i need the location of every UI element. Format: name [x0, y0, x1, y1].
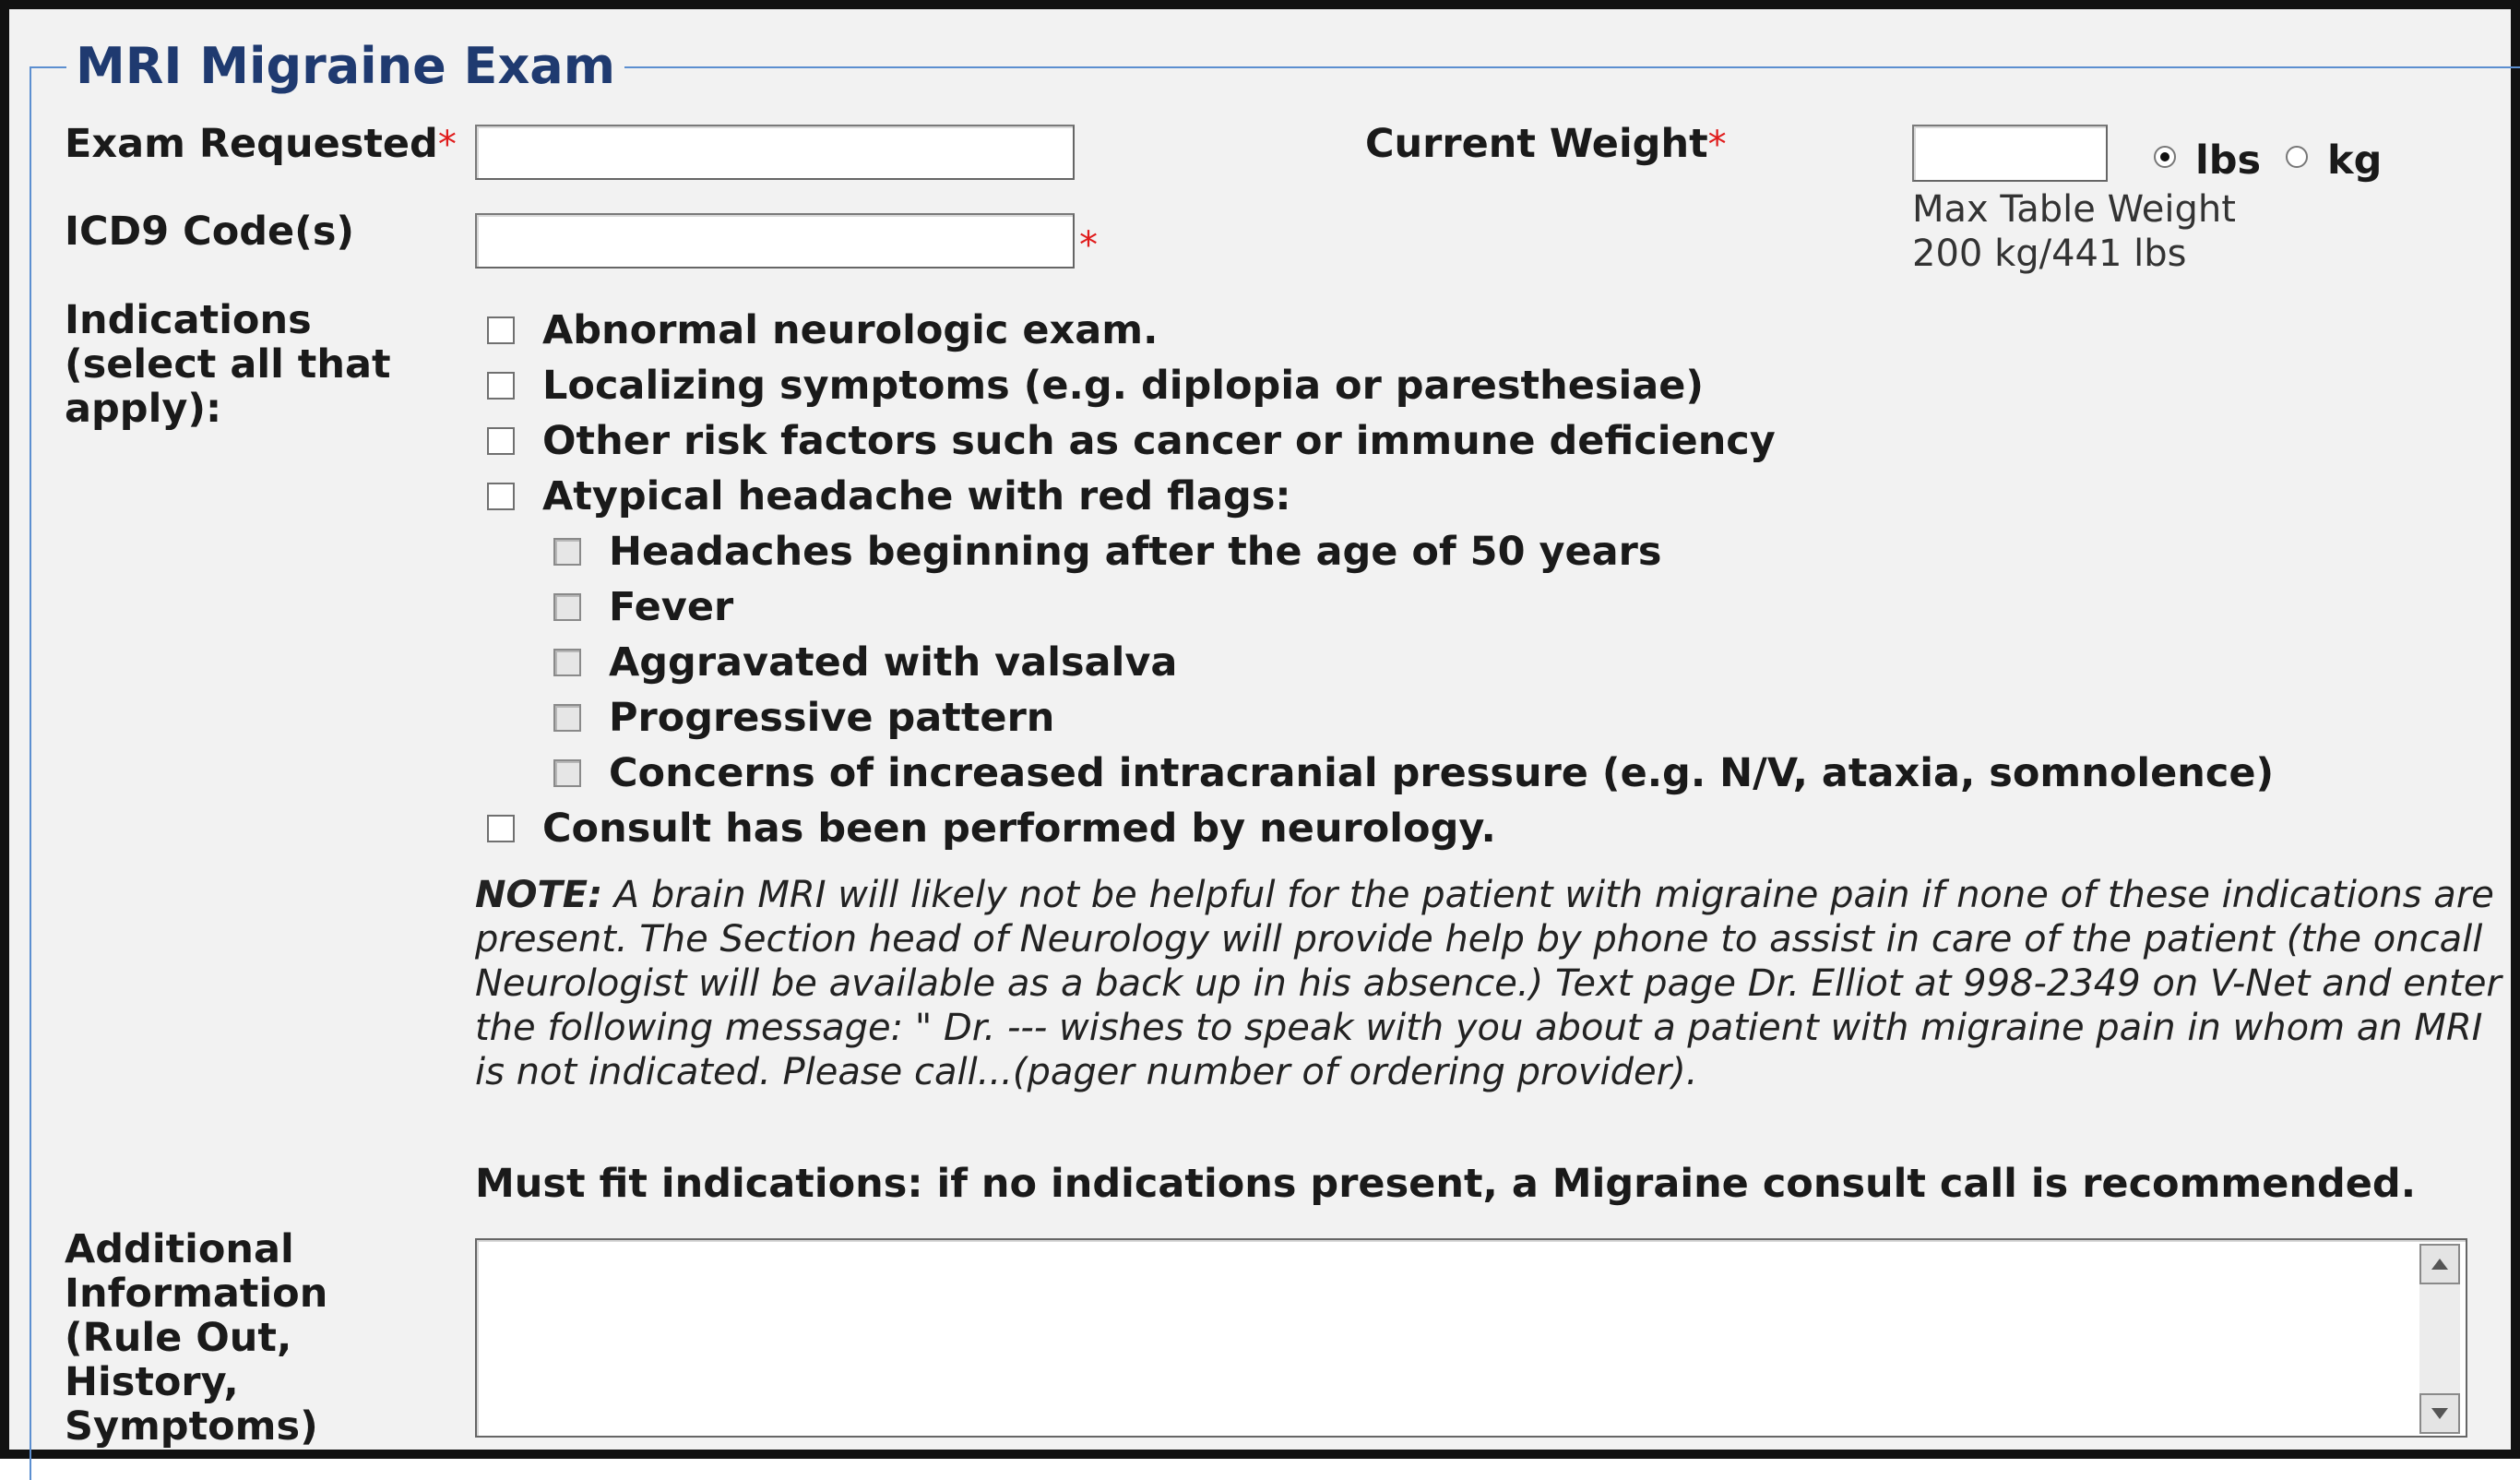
- red-flag-label: Fever: [609, 584, 734, 630]
- note-prefix: NOTE:: [475, 874, 603, 916]
- max-table-weight-label: Max Table Weight: [1912, 188, 2236, 231]
- red-flag-option-progressive[interactable]: [553, 694, 1054, 742]
- red-flag-checkbox[interactable]: [553, 704, 581, 732]
- exam-requested-input[interactable]: [475, 125, 1075, 180]
- additional-info-label-line-5: Symptoms): [65, 1403, 318, 1450]
- icd9-label: ICD9 Code(s): [65, 209, 355, 255]
- radio-selected-dot: [2160, 152, 2169, 161]
- red-flag-option-valsalva[interactable]: [553, 639, 1177, 686]
- red-flag-checkbox[interactable]: [553, 649, 581, 676]
- max-table-weight-value: 200 kg/441 lbs: [1912, 233, 2187, 275]
- must-fit-notice: Must fit indications: if no indications present, a Migraine consult call is recommended.: [475, 1161, 2417, 1207]
- indication-option-neurology-consult[interactable]: [487, 805, 1496, 853]
- indication-label: Localizing symptoms (e.g. diplopia or paresthesiae): [542, 363, 1705, 409]
- indications-label-line-1: Indications: [65, 297, 312, 343]
- scroll-up-button[interactable]: [2419, 1244, 2460, 1284]
- unit-radio-kg[interactable]: [2286, 146, 2308, 168]
- indications-label-line-2: (select all that: [65, 341, 391, 388]
- indication-checkbox[interactable]: [487, 427, 515, 455]
- unit-radio-lbs[interactable]: [2154, 146, 2176, 168]
- required-marker: *: [1707, 124, 1727, 166]
- indication-label: Consult has been performed by neurology.: [542, 806, 1496, 852]
- note-body: A brain MRI will likely not be helpful for the patient with migraine pain if none of these indications are present. The Section head of Neurology will provide help by phone to assist in care of the patient (the oncall Neurologist will be available as a back up in his absence.) Text page Dr. Elliot at 998-2349 on V-Net and enter the following message: " Dr. --- wishes to speak with you about a patient with migraine pain in whom an MRI is not indicated. Please call...(pager number of ordering provider).: [475, 874, 2502, 1093]
- indication-option-abnormal-exam[interactable]: [487, 306, 1158, 354]
- red-flag-option-fever[interactable]: [553, 583, 733, 631]
- unit-label-kg: kg: [2327, 137, 2383, 184]
- required-marker: *: [437, 124, 457, 166]
- icd9-input[interactable]: [475, 213, 1075, 269]
- indication-label: Abnormal neurologic exam.: [542, 307, 1159, 353]
- arrow-up-icon: [2431, 1259, 2448, 1270]
- form-title: MRI Migraine Exam: [66, 35, 624, 98]
- exam-requested-label-text: Exam Requested: [65, 121, 438, 167]
- red-flag-checkbox[interactable]: [553, 538, 581, 566]
- note-text: [475, 873, 2514, 1094]
- indication-option-atypical-headache[interactable]: [487, 472, 1291, 520]
- red-flag-label: Headaches beginning after the age of 50 years: [609, 529, 1662, 575]
- additional-info-textarea[interactable]: [475, 1238, 2467, 1438]
- unit-label-lbs: lbs: [2195, 137, 2262, 184]
- indication-option-risk-factors[interactable]: [487, 417, 1776, 465]
- exam-requested-label: [65, 122, 457, 167]
- red-flag-option-intracranial-pressure[interactable]: [553, 749, 2274, 797]
- additional-info-label-line-4: History,: [65, 1359, 239, 1405]
- current-weight-input[interactable]: [1912, 125, 2108, 182]
- indication-checkbox[interactable]: [487, 316, 515, 344]
- indication-label: Other risk factors such as cancer or immune deficiency: [542, 418, 1776, 464]
- textarea-scrollbar[interactable]: [2419, 1244, 2460, 1434]
- additional-info-label-line-2: Information: [65, 1271, 328, 1317]
- red-flag-checkbox[interactable]: [553, 593, 581, 621]
- red-flag-option-age-50[interactable]: [553, 528, 1661, 576]
- red-flag-label: Concerns of increased intracranial pressure (e.g. N/V, ataxia, somnolence): [609, 750, 2275, 796]
- indication-checkbox[interactable]: [487, 815, 515, 842]
- indication-checkbox[interactable]: [487, 483, 515, 510]
- additional-info-label-line-3: (Rule Out,: [65, 1315, 292, 1361]
- red-flag-label: Progressive pattern: [609, 695, 1055, 741]
- indication-checkbox[interactable]: [487, 372, 515, 400]
- icd9-required-marker: *: [1079, 224, 1098, 267]
- red-flag-checkbox[interactable]: [553, 759, 581, 787]
- indication-label: Atypical headache with red flags:: [542, 473, 1291, 519]
- current-weight-label: [1365, 122, 1727, 167]
- scroll-down-button[interactable]: [2419, 1393, 2460, 1434]
- indications-label-line-3: apply):: [65, 386, 222, 432]
- indication-option-localizing[interactable]: [487, 362, 1704, 410]
- arrow-down-icon: [2431, 1408, 2448, 1419]
- current-weight-label-text: Current Weight: [1365, 121, 1708, 167]
- additional-info-label-line-1: Additional: [65, 1226, 294, 1272]
- red-flag-label: Aggravated with valsalva: [609, 639, 1178, 686]
